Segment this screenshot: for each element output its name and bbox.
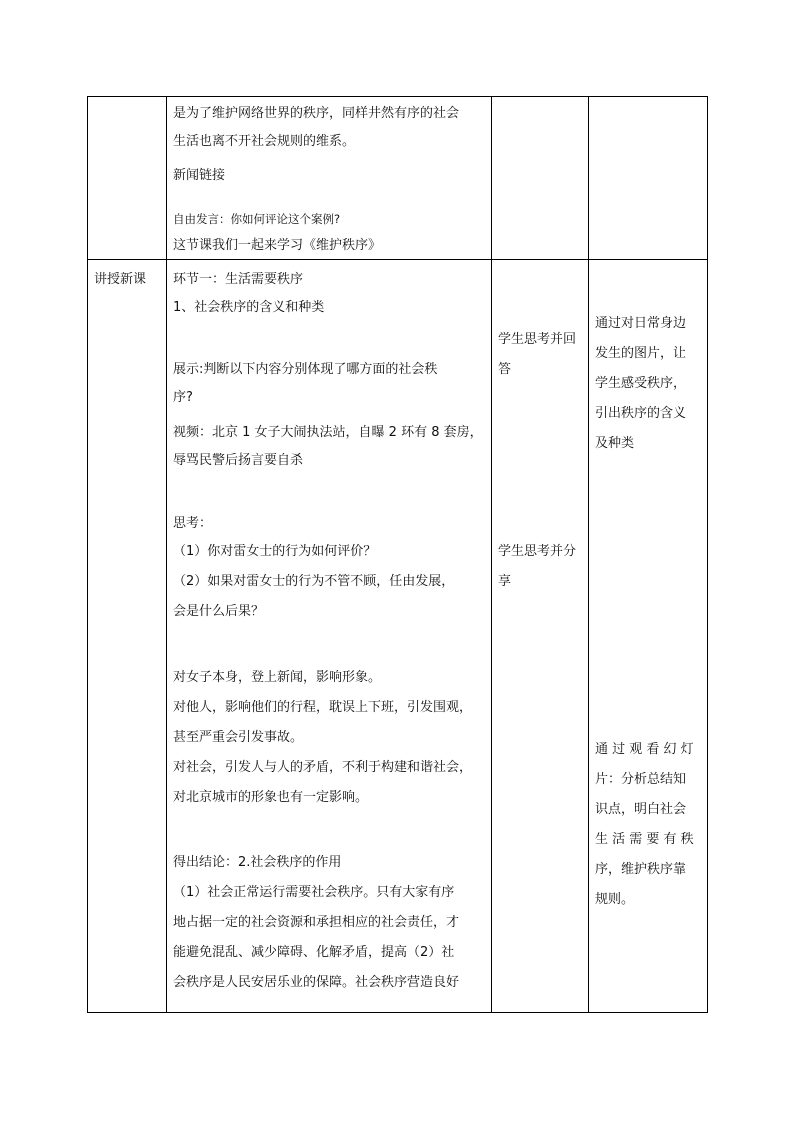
student-line: 答 bbox=[498, 362, 512, 377]
stage-cell bbox=[88, 260, 167, 1013]
content-line: 会秩序是人民安居乐业的保障。社会秩序营造良好 bbox=[173, 975, 460, 990]
intent-line: 序，维护秩序靠 bbox=[595, 862, 687, 877]
content-line: 这节课我们一起来学习《维护秩序》 bbox=[173, 238, 382, 253]
content-line: 视频：北京 1 女子大闹执法站，自曝 2 环有 8 套房， bbox=[173, 425, 483, 440]
intent-line: 及种类 bbox=[595, 436, 635, 451]
content-line: 会是什么后果？ bbox=[173, 604, 265, 619]
content-line: 得出结论：2.社会秩序的作用 bbox=[173, 855, 342, 870]
intent-line: 通 过 观 看 幻 灯 bbox=[595, 742, 694, 757]
content-line: 对社会，引发人与人的矛盾，不利于构建和谐社会， bbox=[173, 760, 473, 775]
content-line: 对女子本身，登上新闻，影响形象。 bbox=[173, 670, 382, 685]
intent-line: 通过对日常身边 bbox=[595, 316, 687, 331]
content-line: （1）社会正常运行需要社会秩序。只有大家有序 bbox=[173, 885, 455, 900]
content-cell bbox=[167, 260, 492, 1013]
content-line: 思考： bbox=[173, 516, 213, 531]
student-line: 学生思考并分 bbox=[498, 544, 577, 559]
content-line: 辱骂民警后扬言要自杀 bbox=[173, 453, 304, 468]
stage-cell bbox=[88, 97, 167, 260]
table-row bbox=[88, 260, 708, 1013]
intent-line: 规则。 bbox=[595, 892, 635, 907]
content-line: 是为了维护网络世界的秩序，同样井然有序的社会 bbox=[173, 106, 460, 121]
table-row bbox=[88, 97, 708, 260]
design-intent-cell bbox=[589, 97, 708, 260]
content-cell bbox=[167, 97, 492, 260]
intent-line: 引出秩序的含义 bbox=[595, 406, 687, 421]
lesson-plan-table bbox=[87, 96, 708, 1013]
intent-line: 片：分析总结知 bbox=[595, 772, 687, 787]
student-activity-cell bbox=[492, 260, 589, 1013]
section-heading: 环节一：生活需要秩序 bbox=[173, 272, 304, 287]
content-line: 序? bbox=[173, 390, 193, 405]
student-line: 享 bbox=[498, 574, 512, 589]
content-line: 自由发言：你如何评论这个案例? bbox=[173, 212, 341, 226]
intent-line: 发生的图片，让 bbox=[595, 346, 687, 361]
content-line: 对北京城市的形象也有一定影响。 bbox=[173, 790, 369, 805]
content-line: （2）如果对雷女士的行为不管不顾，任由发展， bbox=[173, 574, 455, 589]
content-line: 新闻链接 bbox=[173, 168, 226, 183]
design-intent-cell bbox=[589, 260, 708, 1013]
content-line: 展示:判断以下内容分别体现了哪方面的社会秩 bbox=[173, 362, 438, 377]
content-line: 生活也离不开社会规则的维系。 bbox=[173, 134, 356, 149]
content-line: 地占据一定的社会资源和承担相应的社会责任，才 bbox=[173, 915, 460, 930]
student-activity-cell bbox=[492, 97, 589, 260]
intent-line: 识点，明白社会 bbox=[595, 802, 687, 817]
intent-line: 学生感受秩序， bbox=[595, 376, 687, 391]
content-line: （1）你对雷女士的行为如何评价？ bbox=[173, 544, 377, 559]
student-line: 学生思考并回 bbox=[498, 332, 577, 347]
content-line: 对他人，影响他们的行程，耽误上下班，引发围观， bbox=[173, 700, 473, 715]
content-line: 甚至严重会引发事故。 bbox=[173, 730, 304, 745]
content-line: 能避免混乱、减少障碍、化解矛盾，提高（2）社 bbox=[173, 945, 455, 960]
content-line: 1、社会秩序的含义和种类 bbox=[173, 300, 325, 315]
stage-label: 讲授新课 bbox=[94, 272, 147, 287]
intent-line: 生 活 需 要 有 秩 bbox=[595, 832, 694, 847]
